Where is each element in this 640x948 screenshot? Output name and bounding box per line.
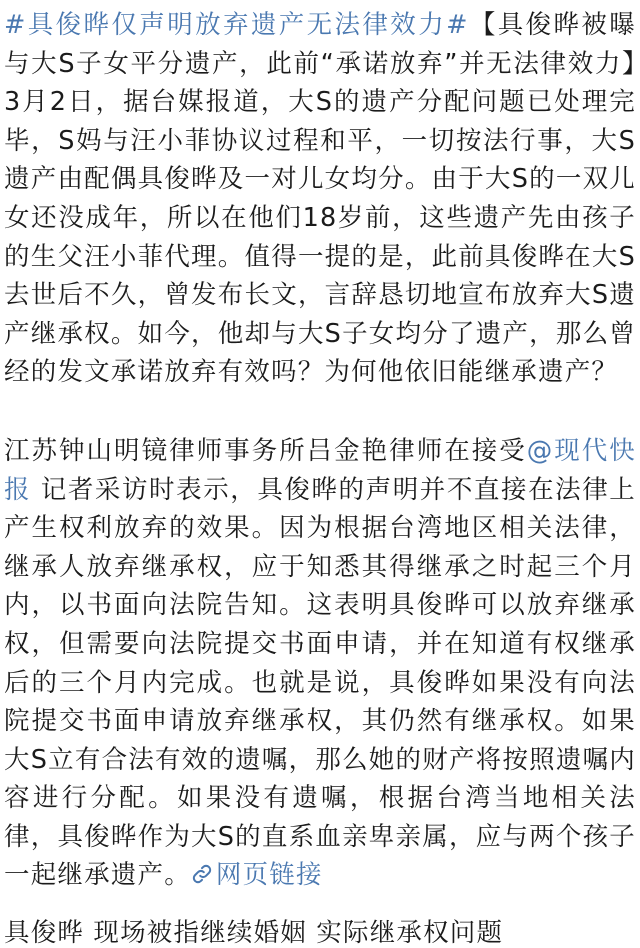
web-link-label: 网页链接 [215, 860, 323, 891]
paragraph-2-text: 记者采访时表示，具俊晔的声明并不直接在法律上产生权利放弃的效果。因为根据台湾地区相关法律，继承人放弃继承权，应于知悉其得继承之时起三个月内，以书面向法院告知。这表明具俊晔可以放弃继承权，但需要向法院提交书面申请，并在知道有权继承后的三个月内完成。也就是说，具俊晔如果没有向法院提交书面申请放弃继承权，其仍然有继承权。如果大S立有合法有效的遗嘱，那么她的财产将按照遗嘱内容进行分配。如果没有遗嘱，根据台湾当地相关法律，具俊晔作为大S的直系血亲卑亲属，应与两个孩子一起继承遗产。 [4, 474, 636, 891]
web-link[interactable] [191, 860, 323, 890]
paragraph-2-lead-text: 江苏钟山明镜律师事务所吕金艳律师在接受 [4, 435, 527, 466]
post-paragraph-2 [4, 432, 636, 895]
paragraph-1-text: 【具俊晔被曝与大S子女平分遗产，此前“承诺放弃”并无法律效力】3月2日，据台媒报道，大S的遗产分配问题已处理完毕，S妈与汪小菲协议过程和平，一切按法行事，大S遗产由配偶具俊晔及一对儿女均分。由于大S的一双儿女还没成年，所以在他们18岁前，这些遗产先由孩子的生父汪小菲代理。值得一提的是，此前具俊晔在大S去世后不久，曾发布长文，言辞恳切地宣布放弃大S遗产继承权。如今，他却与大S子女均分了遗产，那么曾经的发文承诺放弃有效吗？为何他依旧能继承遗产？ [4, 10, 636, 388]
post-paragraph-1 [4, 6, 636, 392]
post-content [4, 6, 636, 895]
link-icon [191, 863, 213, 885]
mention-link[interactable]: @现代快报 [4, 435, 636, 505]
topic-hashtag-link[interactable]: #具俊晔仅声明放弃遗产无法律效力# [4, 10, 469, 40]
truncated-next-line: 具俊晔 现场被指继续婚姻 实际继承权问题 [4, 918, 504, 948]
